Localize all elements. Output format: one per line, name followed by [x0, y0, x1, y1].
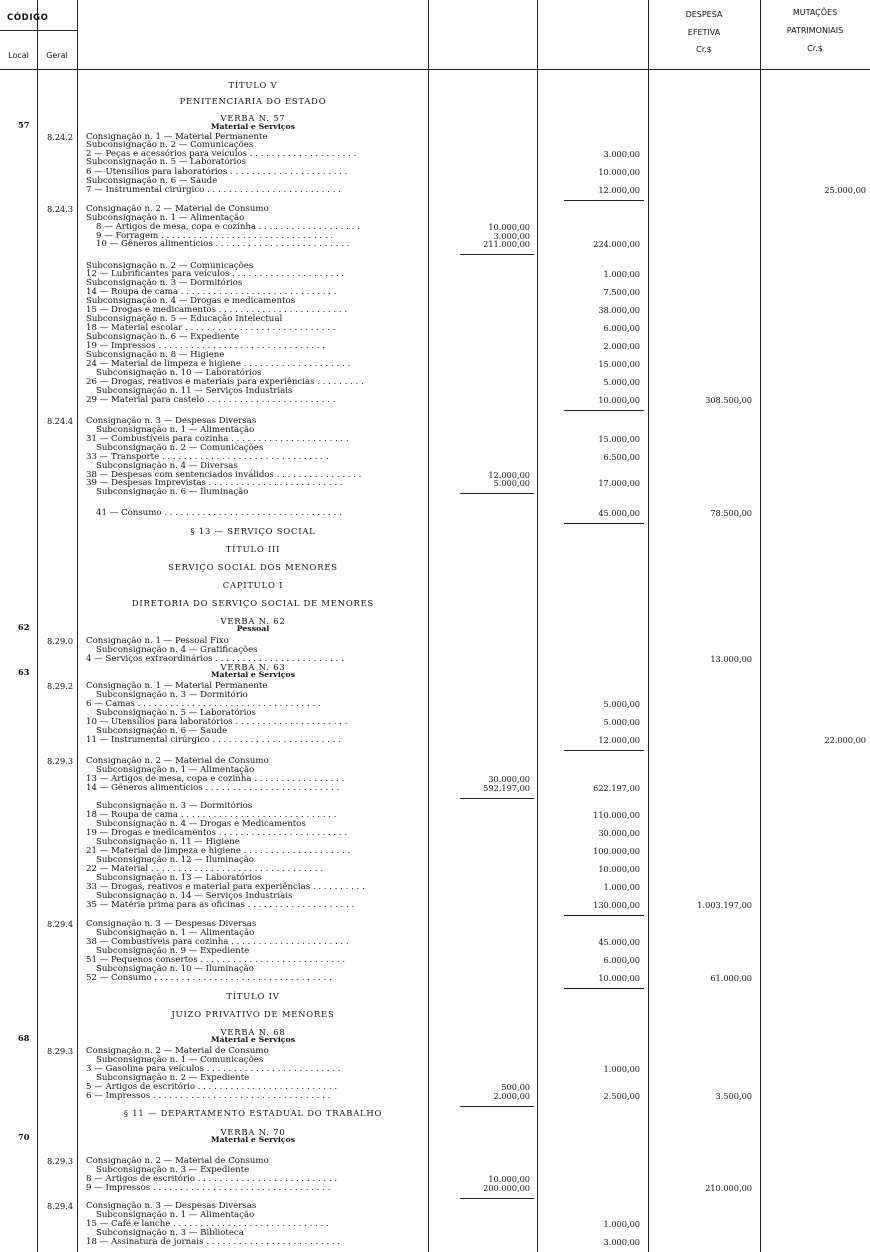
entry-text: Consignação n. 2 — Material de Consumo	[86, 204, 269, 214]
entry-text: Subconsignação n. 9 — Expediente	[96, 946, 250, 956]
entry-text: 12 — Lubrificantes para veículos . . . . . . . . . . . . . . . . . . . . .	[86, 269, 345, 279]
amount-c3: 6.000,00	[603, 323, 640, 333]
entry-text: Subconsignação n. 3 — Expediente	[96, 1165, 250, 1175]
entry-text: 52 — Consumo . . . . . . . . . . . . . . . . . . . . . . . . . . . . . . . . .	[86, 973, 332, 983]
section-heading: JUIZO PRIVATIVO DE MENORES	[171, 1009, 335, 1019]
entry-text: Subconsignação n. 2 — Comunicações	[86, 261, 254, 271]
entry-text: Subconsignação n. 11 — Higiene	[96, 837, 240, 847]
entry-text: Subconsignação n. 3 — Dormitório	[96, 690, 248, 700]
entry-text: Consignação n. 1 — Material Permanente	[86, 132, 268, 142]
amount-c5: 25.000,00	[824, 185, 866, 195]
total-underline	[460, 1198, 534, 1199]
total-underline	[564, 915, 644, 916]
entry-text: 15 — Drogas e medicamentos . . . . . . . . . . . . . . . . . . . . . . . .	[86, 305, 348, 315]
entry-text: Subconsignação n. 4 — Drogas e medicamentos	[86, 296, 296, 306]
amount-c3: 12.000,00	[598, 185, 640, 195]
entry-text: Subconsignação n. 2 — Comunicações	[86, 140, 254, 150]
entry-text: 8 — Artigos de mesa, copa e cozinha . . . . . . . . . . . . . . . . . . .	[96, 222, 360, 232]
entry-text: 8 — Artigos de escritório . . . . . . . . . . . . . . . . . . . . . . . . . .	[86, 1174, 338, 1184]
geral-code: 8.29.4	[47, 919, 74, 929]
entry-text: 18 — Material escolar . . . . . . . . . . . . . . . . . . . . . . . . . . . .	[86, 323, 336, 333]
entry-text: 14 — Roupa de cama . . . . . . . . . . . . . . . . . . . . . . . . . . . . .	[86, 287, 337, 297]
entry-text: 7 — Instrumental cirúrgico . . . . . . . . . . . . . . . . . . . . . . . . .	[86, 185, 341, 195]
amount-c2: 500,00	[501, 1082, 530, 1092]
section-heading: § 11 — DEPARTAMENTO ESTADUAL DO TRABALHO	[123, 1108, 383, 1118]
section-heading: SERVIÇO SOCIAL DOS MENORES	[168, 562, 338, 572]
section-heading: TÍTULO IV	[226, 991, 280, 1001]
section-heading: VERBA N. 62	[220, 616, 286, 626]
entry-text: Consignação n. 3 — Despesas Diversas	[86, 919, 257, 929]
local-code: 70	[18, 1132, 30, 1142]
entry-text: Subconsignação n. 10 — Iluminação	[96, 964, 254, 974]
local-code: 62	[18, 622, 30, 632]
amount-c4: 308.500,00	[705, 395, 752, 405]
entry-text: 19 — Impressos . . . . . . . . . . . . . . . . . . . . . . . . . . . . . . .	[86, 341, 326, 351]
entry-text: 10 — Gêneros alimentícios . . . . . . . . . . . . . . . . . . . . . . . . .	[96, 239, 350, 249]
amount-c3: 15.000,00	[598, 359, 640, 369]
amount-c5: 22.000,00	[824, 735, 866, 745]
total-underline	[564, 410, 644, 411]
section-subheading: Material e Serviços	[210, 670, 296, 679]
entry-text: Consignação n. 2 — Material de Consumo	[86, 756, 269, 766]
total-underline	[460, 798, 534, 799]
rule-header-bottom	[0, 69, 870, 70]
entry-text: Subconsignação n. 5 — Educação Intelectual	[86, 314, 283, 324]
amount-c3: 10.000,00	[598, 864, 640, 874]
entry-text: Subconsignação n. 1 — Alimentação	[96, 1210, 255, 1220]
rule-desc	[428, 0, 429, 1252]
amount-c3: 45.000,00	[598, 508, 640, 518]
header-mutacoes-1: MUTAÇÕES	[792, 8, 838, 17]
section-heading: TÍTULO III	[225, 544, 281, 554]
geral-code: 8.29.2	[47, 681, 74, 691]
entry-text: Consignação n. 2 — Material de Consumo	[86, 1156, 269, 1166]
entry-text: Subconsignação n. 1 — Alimentação	[96, 765, 255, 775]
entry-text: 10 — Utensílios para laboratórios . . . . . . . . . . . . . . . . . . . . .	[86, 717, 348, 727]
entry-text: Subconsignação n. 6 — Saude	[86, 176, 218, 186]
amount-c4: 210.000,00	[705, 1183, 752, 1193]
entry-text: 35 — Matéria prima para as oficinas . . . . . . . . . . . . . . . . . . . .	[86, 900, 355, 910]
amount-c3: 17.000,00	[598, 478, 640, 488]
geral-code: 8.24.3	[47, 204, 74, 214]
entry-text: 24 — Material de limpeza e higiene . . . . . . . . . . . . . . . . . . . .	[86, 359, 351, 369]
entry-text: Subconsignação n. 4 — Gratificações	[96, 645, 258, 655]
amount-c2: 211.000,00	[483, 239, 530, 249]
amount-c2: 592.197,00	[483, 783, 530, 793]
header-mutacoes-2: PATRIMONIAIS	[786, 26, 844, 35]
entry-text: Subconsignação n. 5 — Laboratórios	[86, 157, 246, 167]
entry-text: 6 — Camas . . . . . . . . . . . . . . . . . . . . . . . . . . . . . . . . . .	[86, 699, 321, 709]
total-underline	[460, 1106, 534, 1107]
entry-text: Subconsignação n. 3 — Dormitórios	[96, 801, 253, 811]
entry-text: Subconsignação n. 2 — Expediente	[96, 1073, 250, 1083]
amount-c3: 1.000,00	[603, 269, 640, 279]
entry-text: Subconsignação n. 1 — Alimentação	[96, 425, 255, 435]
entry-text: 51 — Pequenos consertos . . . . . . . . . . . . . . . . . . . . . . . . . . .	[86, 955, 346, 965]
rule-col4	[760, 0, 761, 1252]
entry-text: Subconsignação n. 6 — Expediente	[86, 332, 240, 342]
entry-text: Subconsignação n. 6 — Iluminação	[96, 487, 249, 497]
amount-c3: 130.000,00	[593, 900, 640, 910]
entry-text: 2 — Peças e acessórios para veículos . . . . . . . . . . . . . . . . . . . .	[86, 149, 357, 159]
geral-code: 8.24.4	[47, 416, 74, 426]
entry-text: 41 — Consumo . . . . . . . . . . . . . . . . . . . . . . . . . . . . . . . . .	[96, 508, 342, 518]
entry-text: 3 — Gasolina para veículos . . . . . . . . . . . . . . . . . . . . . . . . .	[86, 1064, 341, 1074]
total-underline	[564, 988, 644, 989]
section-heading: DIRETORIA DO SERVIÇO SOCIAL DE MENORES	[131, 598, 375, 608]
entry-text: Consignação n. 3 — Despesas Diversas	[86, 416, 257, 426]
amount-c3: 224.000,00	[593, 239, 640, 249]
amount-c4: 78.500,00	[710, 508, 752, 518]
amount-c2: 30.000,00	[488, 774, 530, 784]
entry-text: Subconsignação n. 4 — Drogas e Medicamentos	[96, 819, 306, 829]
amount-c3: 5.000,00	[603, 717, 640, 727]
entry-text: Subconsignação n. 6 — Saude	[96, 726, 228, 736]
amount-c2: 10.000,00	[488, 1174, 530, 1184]
amount-c3: 10.000,00	[598, 973, 640, 983]
rule-local	[37, 0, 38, 1252]
amount-c3: 1.000,00	[603, 1064, 640, 1074]
section-heading: VERBA N. 57	[220, 113, 286, 123]
header-mutacoes-3: Cr.$	[807, 44, 823, 53]
entry-text: 26 — Drogas, reativos e materiais para experiências . . . . . . . . .	[86, 377, 364, 387]
amount-c3: 3.000,00	[603, 1237, 640, 1247]
geral-code: 8.29.0	[47, 636, 74, 646]
section-subheading: Pessoal	[236, 624, 270, 633]
section-heading: PENITENCIARIA DO ESTADO	[179, 96, 327, 106]
section-heading: TÍTULO V	[228, 80, 278, 90]
entry-text: Subconsignação n. 3 — Biblioteca	[96, 1228, 244, 1238]
entry-text: 22 — Material . . . . . . . . . . . . . . . . . . . . . . . . . . . . . . . .	[86, 864, 324, 874]
entry-text: 38 — Despesas com sentenciados inválidos . . . . . . . . . . . . . . . .	[86, 470, 362, 480]
total-underline	[564, 200, 644, 201]
amount-c3: 12.000,00	[598, 735, 640, 745]
amount-c4: 13.000,00	[710, 654, 752, 664]
header-despesa-1: DESPESA	[685, 10, 723, 19]
entry-text: Subconsignação n. 4 — Diversas	[96, 461, 238, 471]
amount-c3: 1.000,00	[603, 1219, 640, 1229]
entry-text: Subconsignação n. 1 — Alimentação	[96, 928, 255, 938]
entry-text: Consignação n. 1 — Pessoal Fixo	[86, 636, 229, 646]
amount-c2: 12.000,00	[488, 470, 530, 480]
amount-c4: 61.000,00	[710, 973, 752, 983]
entry-text: 29 — Material para castelo . . . . . . . . . . . . . . . . . . . . . . . .	[86, 395, 336, 405]
entry-text: 5 — Artigos de escritório . . . . . . . . . . . . . . . . . . . . . . . . . .	[86, 1082, 338, 1092]
section-subheading: Material e Serviços	[210, 122, 296, 131]
entry-text: Subconsignação n. 1 — Comunicações	[96, 1055, 264, 1065]
entry-text: Subconsignação n. 13 — Laboratórios	[96, 873, 262, 883]
amount-c3: 5.000,00	[603, 377, 640, 387]
geral-code: 8.29.4	[47, 1201, 74, 1211]
entry-text: Subconsignação n. 14 — Serviços Industriais	[96, 891, 293, 901]
amount-c3: 2.000,00	[603, 341, 640, 351]
entry-text: 31 — Combustíveis para cozinha . . . . . . . . . . . . . . . . . . . . . .	[86, 434, 349, 444]
amount-c4: 1.003.197,00	[697, 900, 752, 910]
amount-c3: 5.000,00	[603, 699, 640, 709]
entry-text: 33 — Transporte . . . . . . . . . . . . . . . . . . . . . . . . . . . . . . .	[86, 452, 329, 462]
entry-text: 6 — Impressos . . . . . . . . . . . . . . . . . . . . . . . . . . . . . . . . .	[86, 1091, 331, 1101]
entry-text: 13 — Artigos de mesa, copa e cozinha . . . . . . . . . . . . . . . . .	[86, 774, 345, 784]
geral-code: 8.29.3	[47, 1046, 74, 1056]
geral-code: 8.24.2	[47, 132, 74, 142]
header-despesa-3: Cr.$	[696, 45, 712, 54]
local-code: 68	[18, 1033, 30, 1043]
entry-text: 19 — Drogas e medicamentos . . . . . . . . . . . . . . . . . . . . . . . .	[86, 828, 348, 838]
entry-text: Subconsignação n. 11 — Serviços Industriais	[96, 386, 293, 396]
entry-text: 9 — Forragem . . . . . . . . . . . . . . . . . . . . . . . . . . . . . . . .	[96, 231, 334, 241]
header-codigo: CÓDIGO	[7, 13, 49, 23]
entry-text: Subconsignação n. 10 — Laboratórios	[96, 368, 262, 378]
geral-code: 8.29.3	[47, 756, 74, 766]
amount-c2: 3.000,00	[493, 231, 530, 241]
header-despesa-2: EFETIVA	[687, 28, 721, 37]
entry-text: Subconsignação n. 3 — Dormitórios	[86, 278, 243, 288]
header-geral: Geral	[46, 51, 68, 60]
entry-text: 6 — Utensílios para laboratórios . . . . . . . . . . . . . . . . . . . . . .	[86, 167, 348, 177]
amount-c4: 3.500,00	[715, 1091, 752, 1101]
amount-c2: 2.000,00	[493, 1091, 530, 1101]
entry-text: 15 — Café e lanche . . . . . . . . . . . . . . . . . . . . . . . . . . . . .	[86, 1219, 329, 1229]
amount-c2: 200.000,00	[483, 1183, 530, 1193]
total-underline	[460, 493, 534, 494]
local-code: 57	[18, 120, 30, 130]
amount-c3: 45.000,00	[598, 937, 640, 947]
amount-c3: 38.000,00	[598, 305, 640, 315]
local-code: 63	[18, 667, 30, 677]
section-heading: CAPITULO I	[222, 580, 284, 590]
amount-c3: 30.000,00	[598, 828, 640, 838]
entry-text: 38 — Combustíveis para cozinha . . . . . . . . . . . . . . . . . . . . . .	[86, 937, 349, 947]
rule-col2	[537, 0, 538, 1252]
section-subheading: Material e Serviços	[210, 1135, 296, 1144]
entry-text: 4 — Serviços extraordinários . . . . . . . . . . . . . . . . . . . . . . . .	[86, 654, 344, 664]
entry-text: Subconsignação n. 2 — Comunicações	[96, 443, 264, 453]
entry-text: 18 — Roupa de cama . . . . . . . . . . . . . . . . . . . . . . . . . . . . .	[86, 810, 337, 820]
entry-text: 18 — Assinatura de jornais . . . . . . . . . . . . . . . . . . . . . . . . .	[86, 1237, 341, 1247]
section-heading: VERBA N. 68	[220, 1027, 286, 1037]
amount-c3: 110.000,00	[593, 810, 640, 820]
amount-c3: 3.000,00	[603, 149, 640, 159]
amount-c3: 15.000,00	[598, 434, 640, 444]
section-heading: VERBA N. 70	[220, 1127, 286, 1137]
entry-text: 9 — Impressos . . . . . . . . . . . . . . . . . . . . . . . . . . . . . . . . .	[86, 1183, 331, 1193]
amount-c3: 100.000,00	[593, 846, 640, 856]
header-local: Local	[8, 51, 29, 60]
entry-text: 11 — Instrumental cirúrgico . . . . . . . . . . . . . . . . . . . . . . . .	[86, 735, 341, 745]
amount-c3: 10.000,00	[598, 395, 640, 405]
amount-c3: 10.000,00	[598, 167, 640, 177]
entry-text: 33 — Drogas, reativos e material para experiências . . . . . . . . . .	[86, 882, 365, 892]
entry-text: 14 — Gêneros alimentícios . . . . . . . . . . . . . . . . . . . . . . . . .	[86, 783, 340, 793]
amount-c3: 6.500,00	[603, 452, 640, 462]
rule-header-codigo	[0, 30, 77, 31]
amount-c3: 6.000,00	[603, 955, 640, 965]
geral-code: 8.29.3	[47, 1156, 74, 1166]
entry-text: Subconsignação n. 1 — Alimentação	[86, 213, 245, 223]
entry-text: 21 — Material de limpeza e higiene . . . . . . . . . . . . . . . . . . . .	[86, 846, 351, 856]
entry-text: Consignação n. 1 — Material Permanente	[86, 681, 268, 691]
entry-text: Consignação n. 3 — Despesas Diversas	[86, 1201, 257, 1211]
amount-c3: 622.197,00	[593, 783, 640, 793]
rule-col3	[648, 0, 649, 1252]
section-heading: VERBA N. 63	[220, 662, 286, 672]
amount-c2: 10.000,00	[488, 222, 530, 232]
entry-text: Subconsignação n. 12 — Iluminação	[96, 855, 254, 865]
total-underline	[460, 254, 534, 255]
total-underline	[564, 750, 644, 751]
amount-c2: 5.000,00	[493, 478, 530, 488]
entry-text: 39 — Despesas Imprevistas . . . . . . . . . . . . . . . . . . . . . . . . .	[86, 478, 343, 488]
amount-c3: 7.500,00	[603, 287, 640, 297]
amount-c3: 2.500,00	[603, 1091, 640, 1101]
section-subheading: Material e Serviços	[210, 1035, 296, 1044]
entry-text: Subconsignação n. 5 — Laboratórios	[96, 708, 256, 718]
section-heading: § 13 — SERVIÇO SOCIAL	[190, 526, 316, 536]
entry-text: Consignação n. 2 — Material de Consumo	[86, 1046, 269, 1056]
total-underline	[564, 523, 644, 524]
entry-text: Subconsignação n. 8 — Higiene	[86, 350, 225, 360]
amount-c3: 1.000,00	[603, 882, 640, 892]
